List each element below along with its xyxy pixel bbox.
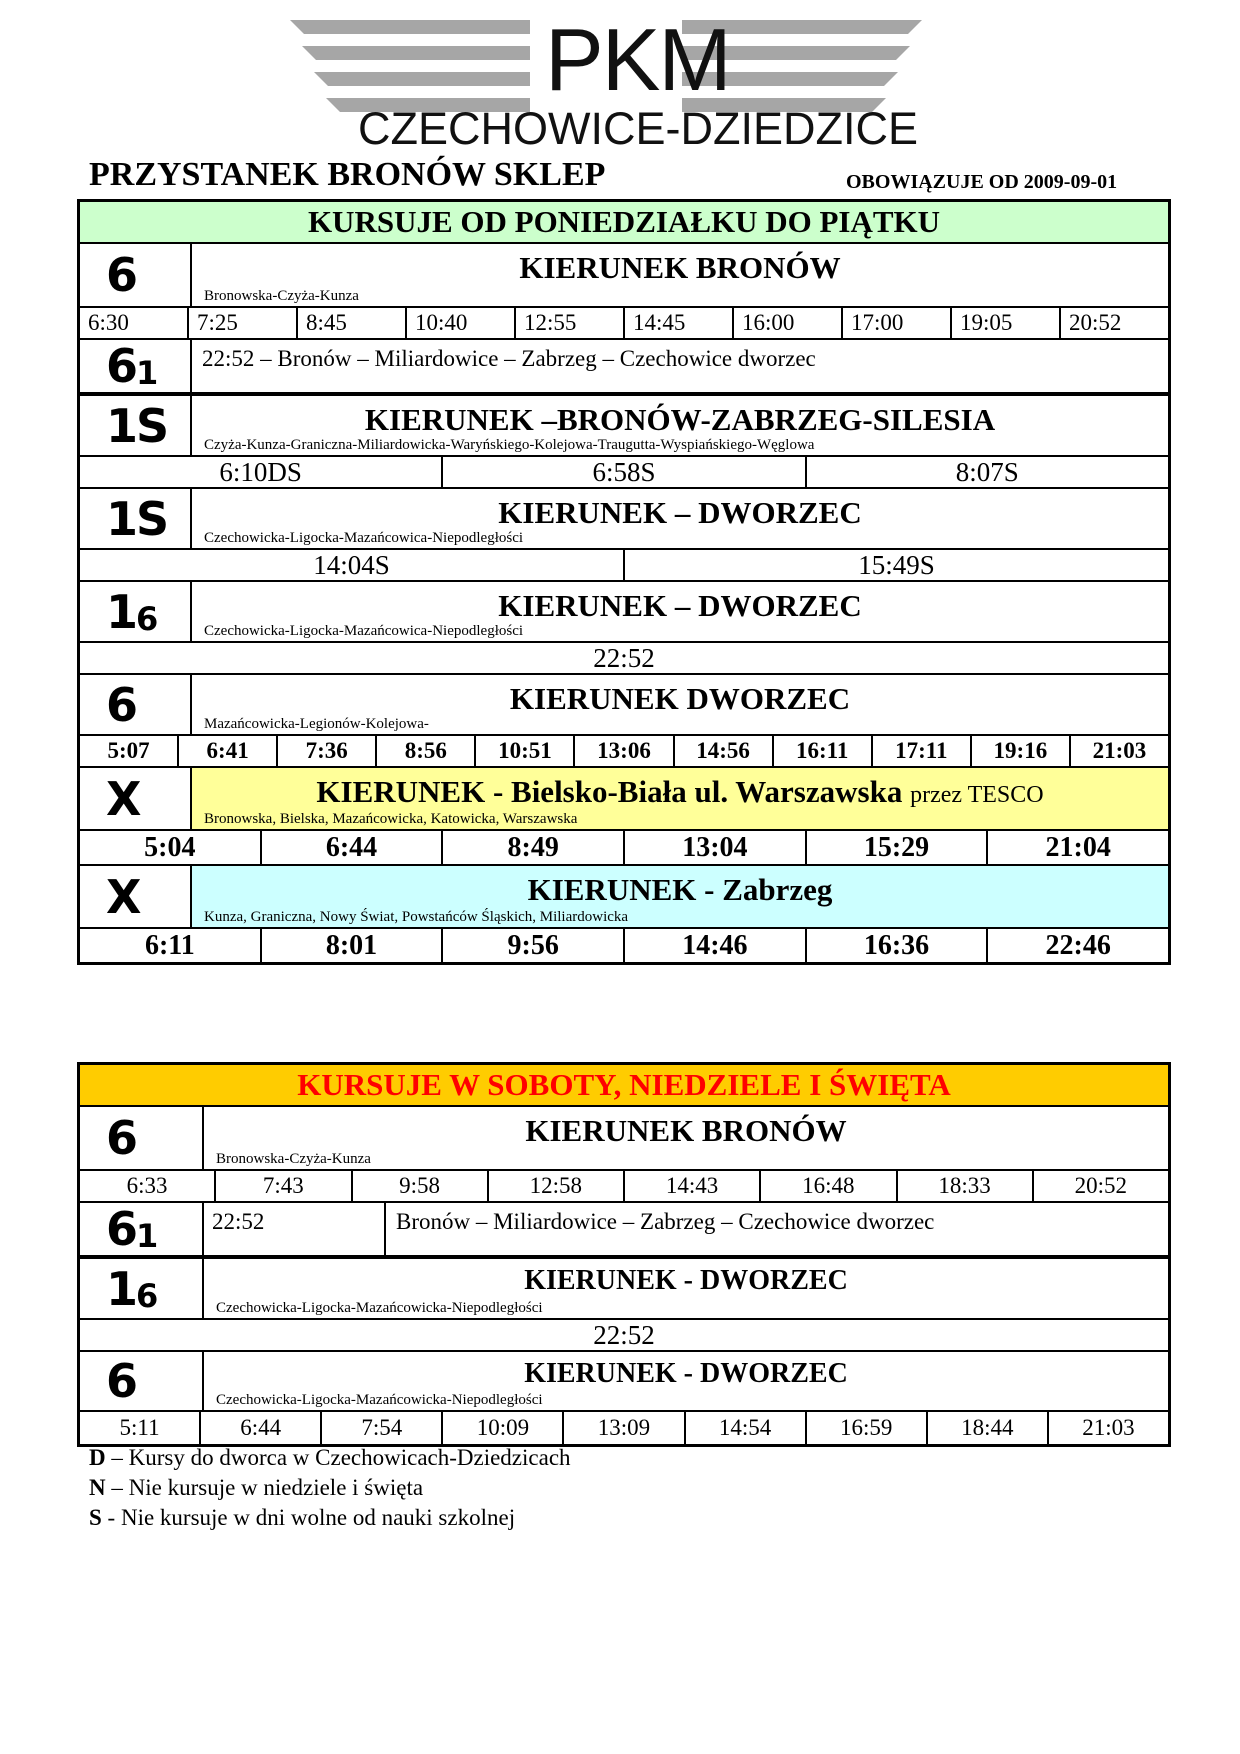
legend	[89, 1443, 571, 1533]
route-streets: Czechowicka-Ligocka-Mazańcowica-Niepodległości	[204, 623, 524, 639]
departure-times	[80, 457, 1168, 487]
night-time: 22:52	[204, 1203, 386, 1255]
time-cell: 21:03	[1092, 738, 1147, 763]
weekday-block-61-note	[80, 338, 1168, 394]
time-cell: 22:52	[593, 1320, 655, 1350]
time-cell: 8:56	[377, 736, 476, 766]
time-cell: 6:10DS	[80, 457, 443, 487]
line-number: 6	[80, 1107, 204, 1169]
line-number: 1S	[80, 489, 192, 548]
route-streets: Czyża-Kunza-Graniczna-Miliardowicka-Waryńskiego-Kolejowa-Traugutta-Wyspiańskiego-Węglowa	[204, 437, 815, 453]
time-cell: 10:51	[476, 736, 575, 766]
time-cell: 22:52	[593, 643, 655, 673]
direction-title: KIERUNEK - DWORZEC	[524, 1358, 848, 1389]
time-cell: 5:11	[80, 1412, 201, 1444]
weekend-block-61-note	[80, 1201, 1168, 1257]
time-cell: 14:43	[625, 1171, 761, 1201]
direction-title: KIERUNEK - Bielsko-Biała ul. Warszawska przez TESCO	[316, 774, 1044, 809]
time-cell: 19:05	[952, 308, 1061, 338]
time-cell: 6:41	[179, 736, 278, 766]
time-cell: 16:48	[761, 1171, 897, 1201]
time-cell: 15:29	[807, 831, 989, 864]
time-cell: 14:56	[675, 736, 774, 766]
line-number: 6	[80, 675, 192, 734]
time-cell: 14:54	[686, 1412, 807, 1444]
time-cell: 17:00	[843, 308, 952, 338]
route-streets: Bronowska-Czyża-Kunza	[204, 288, 359, 304]
departure-times	[80, 643, 1168, 673]
time-cell: 22:46	[1045, 930, 1111, 961]
time-cell: 12:55	[516, 308, 625, 338]
departure-times	[80, 929, 1168, 962]
line-number: 6 1	[80, 340, 192, 392]
time-cell: 8:07S	[955, 457, 1019, 487]
time-cell: 16:11	[774, 736, 873, 766]
time-cell: 6:33	[80, 1171, 216, 1201]
weekend-block-6-bronow	[80, 1107, 1168, 1201]
time-cell: 19:16	[972, 736, 1071, 766]
departure-times	[80, 1171, 1168, 1201]
time-cell: 5:07	[80, 736, 179, 766]
time-cell: 6:11	[80, 929, 262, 962]
time-cell: 16:59	[807, 1412, 928, 1444]
time-cell: 14:04S	[80, 550, 625, 580]
route-streets: Czechowicka-Ligocka-Mazańcowica-Niepodległości	[204, 530, 524, 546]
time-cell: 10:40	[407, 308, 516, 338]
route-streets: Czechowicka-Ligocka-Mazańcowicka-Niepodległości	[216, 1300, 543, 1316]
direction-title: KIERUNEK - Zabrzeg	[527, 872, 833, 907]
line-number: 1S	[80, 396, 192, 455]
time-cell: 6:44	[201, 1412, 322, 1444]
departure-times	[80, 308, 1168, 338]
departure-times	[80, 1320, 1168, 1350]
time-cell: 20:52	[1069, 310, 1122, 335]
route-streets: Czechowicka-Ligocka-Mazańcowicka-Niepodległości	[216, 1392, 543, 1408]
time-cell: 18:33	[898, 1171, 1034, 1201]
weekend-block-6-dworzec	[80, 1350, 1168, 1444]
time-cell: 7:54	[322, 1412, 443, 1444]
weekday-block-x-zabrzeg	[80, 864, 1168, 962]
night-route-note: Bronów – Miliardowice – Zabrzeg – Czechowice dworzec	[396, 1209, 935, 1234]
route-streets: Bronowska, Bielska, Mazańcowicka, Katowicka, Warszawska	[204, 811, 578, 827]
line-number: 6 1	[80, 1203, 204, 1255]
time-cell: 17:11	[873, 736, 972, 766]
departure-times	[80, 831, 1168, 864]
direction-title: KIERUNEK –BRONÓW-ZABRZEG-SILESIA	[364, 402, 996, 437]
legend-item: N – Nie kursuje w niedziele i święta	[89, 1475, 424, 1500]
weekend-timetable	[77, 1062, 1171, 1447]
stop-title: PRZYSTANEK BRONÓW SKLEP	[89, 156, 606, 193]
direction-title: KIERUNEK DWORZEC	[509, 681, 851, 716]
time-cell: 21:03	[1082, 1415, 1135, 1440]
time-cell: 16:36	[807, 929, 989, 962]
weekday-block-1s-dworzec	[80, 487, 1168, 580]
time-cell: 7:25	[189, 308, 298, 338]
route-streets: Bronowska-Czyża-Kunza	[216, 1151, 371, 1167]
time-cell: 7:43	[216, 1171, 352, 1201]
departure-times	[80, 736, 1168, 766]
time-cell: 13:04	[625, 831, 807, 864]
line-number: 1 6	[80, 1259, 204, 1318]
time-cell: 20:52	[1074, 1173, 1128, 1198]
time-cell: 16:00	[734, 308, 843, 338]
direction-title: KIERUNEK BRONÓW	[519, 250, 841, 285]
time-cell: 9:58	[353, 1171, 489, 1201]
time-cell: 5:04	[80, 831, 262, 864]
time-cell: 7:36	[278, 736, 377, 766]
departure-times	[80, 550, 1168, 580]
weekday-block-1s-silesia	[80, 394, 1168, 487]
direction-title: KIERUNEK – DWORZEC	[498, 495, 862, 530]
direction-title: KIERUNEK – DWORZEC	[498, 588, 862, 623]
time-cell: 6:30	[80, 308, 189, 338]
line-number: 6	[80, 1352, 204, 1410]
weekend-block-16-dworzec	[80, 1257, 1168, 1350]
line-number: X	[80, 866, 192, 927]
time-cell: 14:45	[625, 308, 734, 338]
legend-item: D – Kursy do dworca w Czechowicach-Dziedzicach	[89, 1445, 571, 1470]
time-cell: 8:49	[443, 831, 625, 864]
logo-pkm-text: PKM	[545, 10, 730, 109]
time-cell: 15:49S	[858, 550, 935, 580]
time-cell: 13:06	[575, 736, 674, 766]
legend-item: S - Nie kursuje w dni wolne od nauki szkolnej	[89, 1505, 516, 1530]
time-cell: 12:58	[489, 1171, 625, 1201]
time-cell: 14:46	[625, 929, 807, 962]
line-number: X	[80, 768, 192, 829]
weekday-block-6-bronow	[80, 244, 1168, 338]
time-cell: 10:09	[443, 1412, 564, 1444]
time-cell: 6:44	[262, 831, 444, 864]
time-cell: 6:58S	[443, 457, 806, 487]
time-cell: 13:09	[564, 1412, 685, 1444]
valid-from: OBOWIĄZUJE OD 2009-09-01	[846, 171, 1118, 193]
weekend-header: KURSUJE W SOBOTY, NIEDZIELE I ŚWIĘTA	[80, 1065, 1168, 1107]
time-cell: 18:44	[928, 1412, 1049, 1444]
line-number: 6	[80, 244, 192, 306]
time-cell: 8:45	[298, 308, 407, 338]
departure-times	[80, 1412, 1168, 1444]
time-cell: 8:01	[262, 929, 444, 962]
weekday-timetable	[77, 199, 1171, 965]
weekday-block-6-dworzec	[80, 673, 1168, 766]
time-cell: 21:04	[1045, 832, 1111, 863]
weekday-block-x-bielsko	[80, 766, 1168, 864]
weekday-block-16-dworzec	[80, 580, 1168, 673]
direction-title: KIERUNEK BRONÓW	[525, 1113, 847, 1148]
time-cell: 9:56	[443, 929, 625, 962]
direction-title: KIERUNEK - DWORZEC	[524, 1265, 848, 1296]
pkm-logo	[290, 10, 950, 154]
night-route-note: 22:52 – Bronów – Miliardowice – Zabrzeg – Czechowice dworzec	[202, 346, 816, 371]
route-streets: Kunza, Graniczna, Nowy Świat, Powstańców Śląskich, Miliardowicka	[204, 909, 629, 925]
logo-city-text: CZECHOWICE-DZIEDZICE	[358, 103, 918, 154]
weekday-header: KURSUJE OD PONIEDZIAŁKU DO PIĄTKU	[80, 202, 1168, 244]
route-streets: Mazańcowicka-Legionów-Kolejowa-	[204, 716, 429, 732]
line-number: 1 6	[80, 582, 192, 641]
